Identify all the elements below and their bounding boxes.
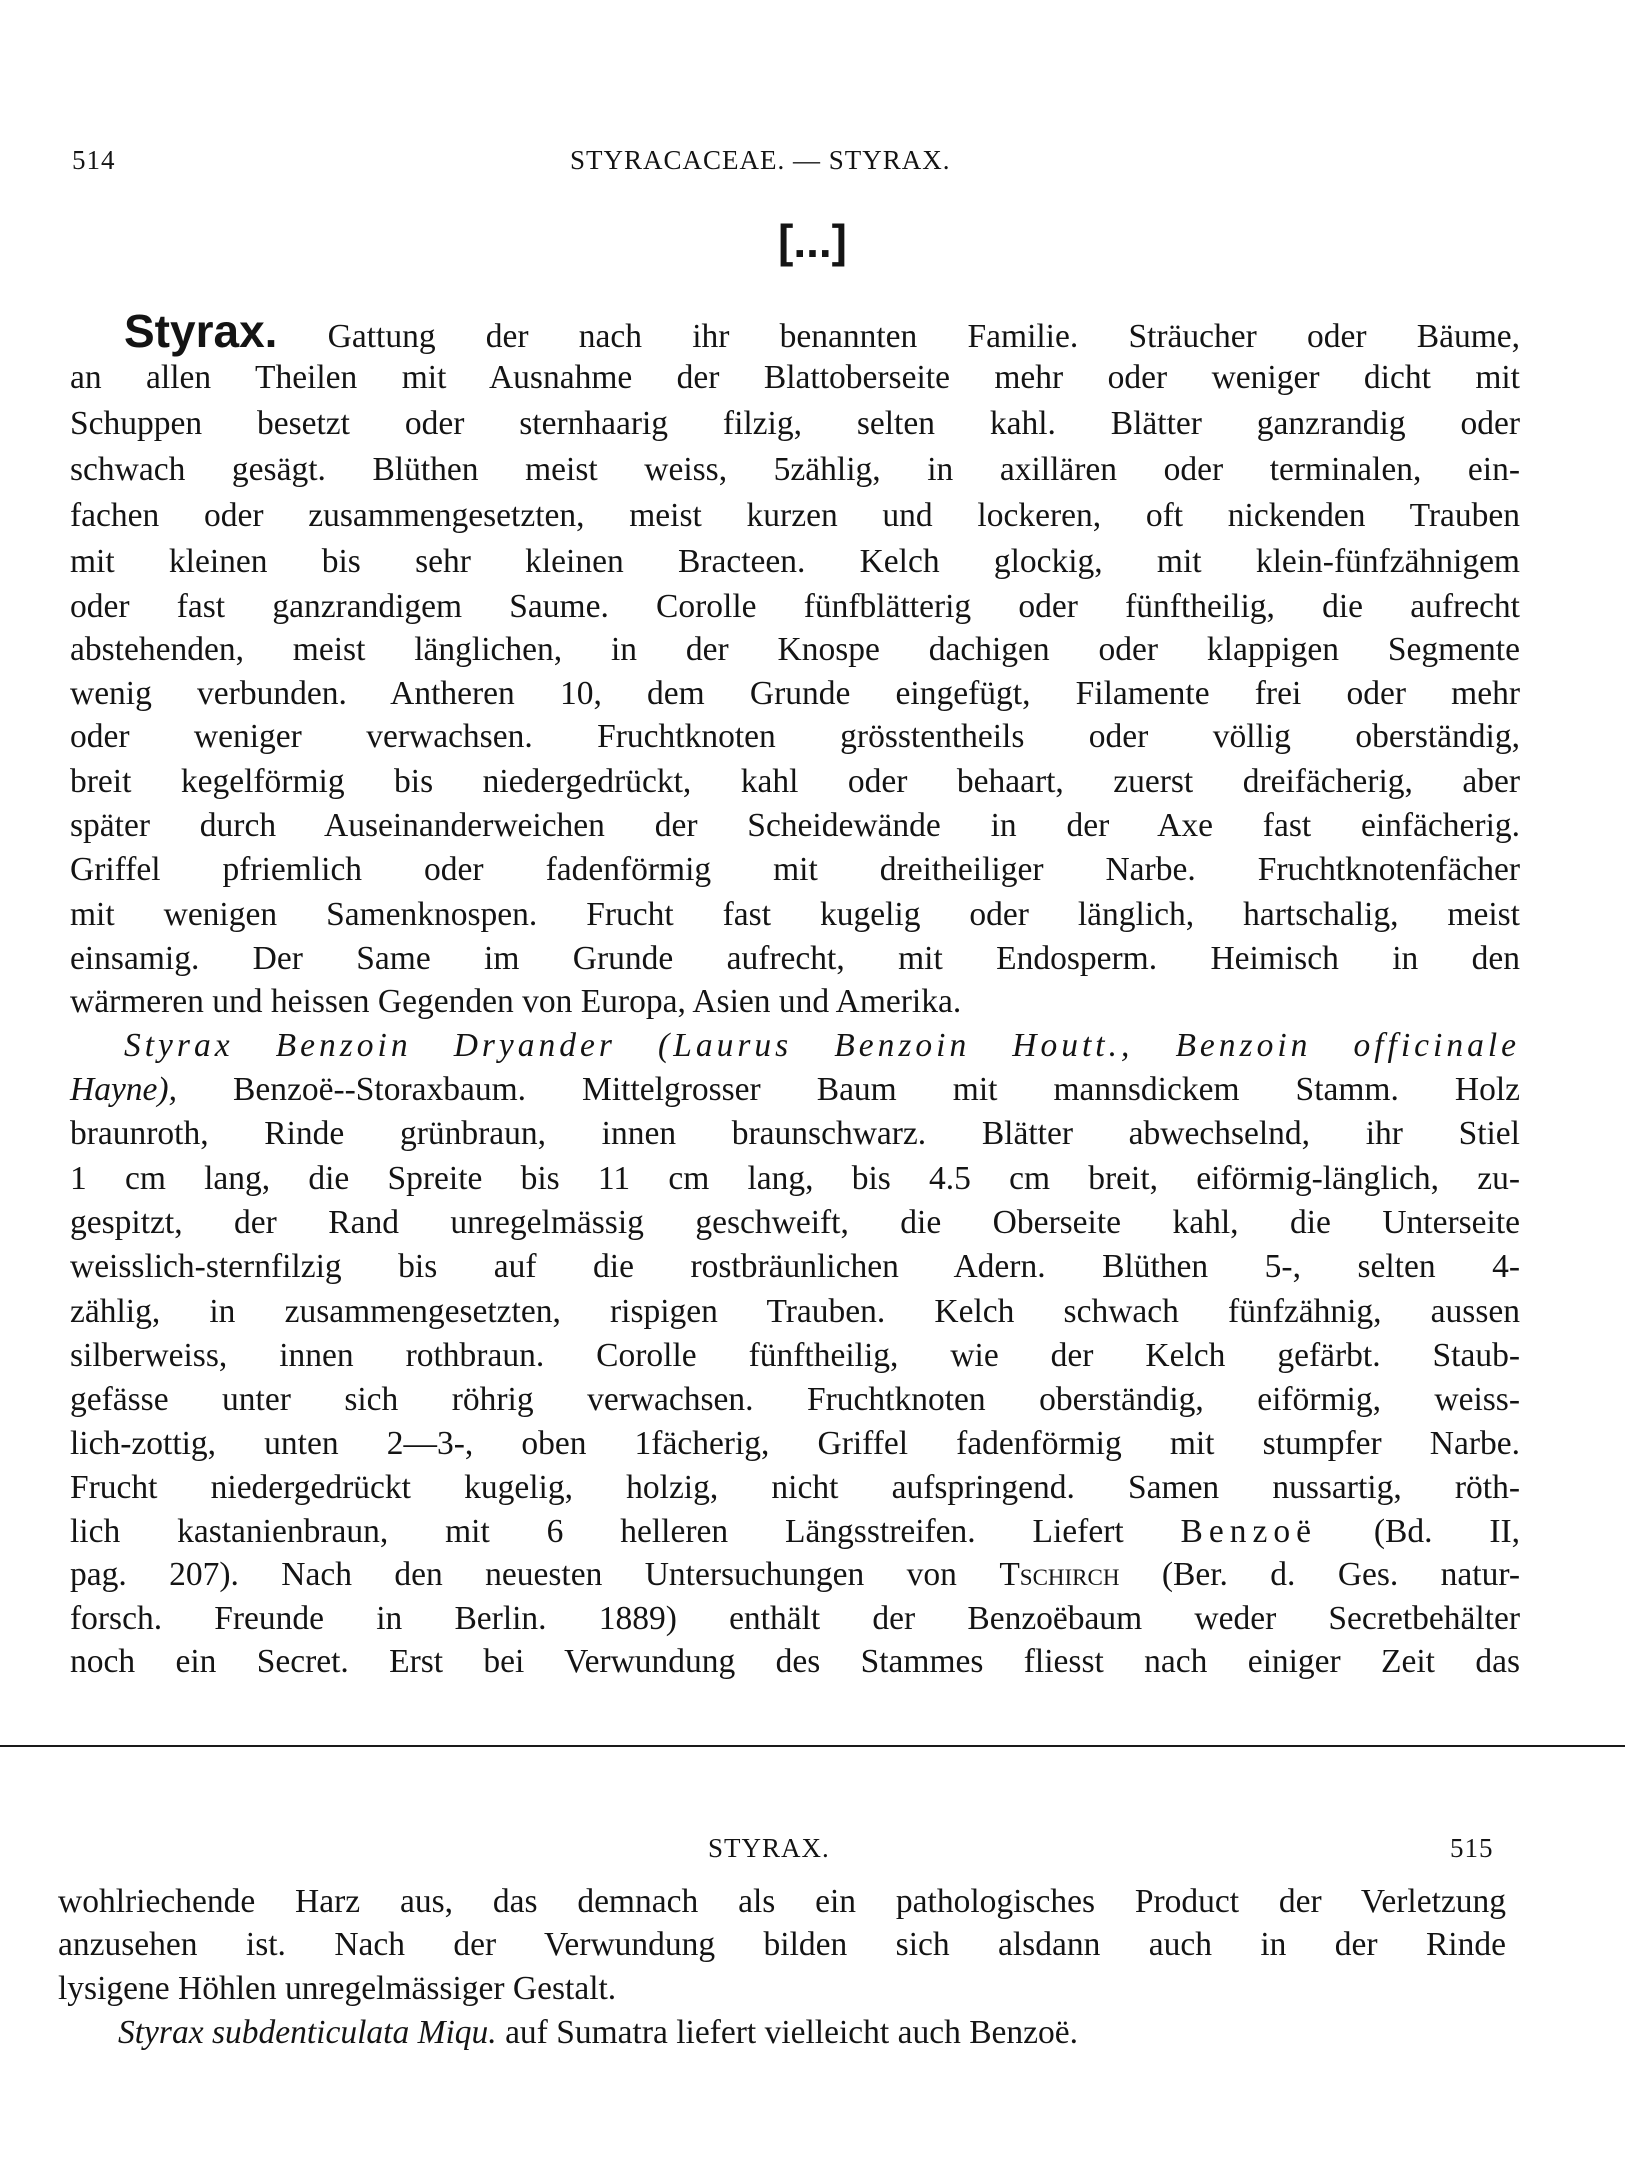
benzoin-line-2 bbox=[70, 1068, 1520, 1112]
genus-line-10: oder weniger verwachsen. Fruchtknoten grösstentheils oder völlig oberständig, bbox=[70, 718, 1520, 755]
cont-line-3: lysigene Höhlen unregelmässiger Gestalt. bbox=[58, 1970, 617, 2007]
genus-line-9: wenig verbunden. Antheren 10, dem Grunde eingefügt, Filamente frei oder mehr bbox=[70, 675, 1520, 712]
benzoin-line-13-text: pag. 207). Nach den neuesten Untersuchungen von bbox=[70, 1556, 957, 1593]
genus-line-16: wärmeren und heissen Gegenden von Europa, Asien und Amerika. bbox=[70, 983, 962, 1020]
genus-line-8: abstehenden, meist länglichen, in der Knospe dachigen oder klappigen Segmente bbox=[70, 631, 1520, 668]
subdenticulata-line bbox=[118, 2011, 1506, 2055]
benzoin-term: Benzoë bbox=[1180, 1513, 1317, 1550]
benzoin-line-14: forsch. Freunde in Berlin. 1889) enthält der Benzoëbaum weder Secretbehälter bbox=[70, 1600, 1520, 1637]
genus-line-12: später durch Auseinanderweichen der Scheidewände in der Axe fast einfächerig. bbox=[70, 807, 1520, 844]
running-head-515: STYRAX. bbox=[708, 1833, 830, 1863]
genus-line-4: schwach gesägt. Blüthen meist weiss, 5zählig, in axillären oder terminalen, ein- bbox=[70, 451, 1520, 488]
genus-line-2: an allen Theilen mit Ausnahme der Blattoberseite mehr oder weniger dicht mit bbox=[70, 359, 1520, 396]
journal-reference: (Ber. d. Ges. natur- bbox=[1161, 1556, 1520, 1593]
genus-line-11: breit kegelförmig bis niedergedrückt, kahl oder behaart, zuerst dreifächerig, aber bbox=[70, 763, 1520, 800]
benzoin-line-7: zählig, in zusammengesetzten, rispigen Trauben. Kelch schwach fünfzähnig, aussen bbox=[70, 1293, 1520, 1330]
benzoin-line-6: weisslich-sternfilzig bis auf die rostbräunlichen Adern. Blüthen 5-, selten 4- bbox=[70, 1248, 1520, 1285]
benzoin-line-9: gefässe unter sich röhrig verwachsen. Fruchtknoten oberständig, eiförmig, weiss- bbox=[70, 1381, 1520, 1418]
species-authority-cont: Hayne), bbox=[70, 1071, 177, 1108]
benzoin-line-4: 1 cm lang, die Spreite bis 11 cm lang, bis 4.5 cm breit, eiförmig-länglich, zu- bbox=[70, 1160, 1520, 1197]
genus-line-14: mit wenigen Samenknospen. Frucht fast kugelig oder länglich, hartschalig, meist bbox=[70, 896, 1520, 933]
species-name-subdenticulata: Styrax subdenticulata Miqu. bbox=[118, 2014, 497, 2051]
genus-name: Styrax. bbox=[124, 305, 278, 357]
author-tschirch: Tschirch bbox=[999, 1556, 1120, 1593]
benzoin-line-2-text: Benzoë--Storaxbaum. Mittelgrosser Baum mit mannsdickem Stamm. Holz bbox=[233, 1071, 1521, 1108]
benzoin-line-15: noch ein Secret. Erst bei Verwundung des Stammes fliesst nach einiger Zeit das bbox=[70, 1643, 1520, 1680]
volume-reference: (Bd. II, bbox=[1373, 1513, 1521, 1550]
cont-line-2: anzusehen ist. Nach der Verwundung bilden sich alsdann auch in der Rinde bbox=[58, 1926, 1506, 1963]
cont-line-1: wohlriechende Harz aus, das demnach als ein pathologisches Product der Verletzung bbox=[58, 1883, 1506, 1920]
page-divider bbox=[0, 1745, 1625, 1747]
benzoin-line-10: lich-zottig, unten 2—3-, oben 1fächerig, Griffel fadenförmig mit stumpfer Narbe. bbox=[70, 1425, 1520, 1462]
species-name-benzoin: Styrax Benzoin Dryander (Laurus Benzoin Houtt., Benzoin officinale bbox=[124, 1027, 1520, 1064]
benzoin-line-1 bbox=[124, 1024, 1520, 1068]
benzoin-line-12-text: lich kastanienbraun, mit 6 helleren Längsstreifen. Liefert bbox=[70, 1513, 1124, 1550]
genus-line-text: Gattung der nach ihr benannten Familie. Sträucher oder Bäume, bbox=[327, 318, 1521, 355]
benzoin-line-11: Frucht niedergedrückt kugelig, holzig, nicht aufspringend. Samen nussartig, röth- bbox=[70, 1469, 1520, 1506]
page-number: 514 bbox=[72, 145, 116, 175]
genus-line-7: oder fast ganzrandigem Saume. Corolle fünfblätterig oder fünftheilig, die aufrecht bbox=[70, 588, 1520, 625]
genus-line-5: fachen oder zusammengesetzten, meist kurzen und lockeren, oft nickenden Trauben bbox=[70, 497, 1520, 534]
genus-line-13: Griffel pfriemlich oder fadenförmig mit dreitheiliger Narbe. Fruchtknotenfächer bbox=[70, 851, 1520, 888]
omission-mark: [...] bbox=[778, 215, 847, 267]
genus-line-3: Schuppen besetzt oder sternhaarig filzig, selten kahl. Blätter ganzrandig oder bbox=[70, 405, 1520, 442]
page-number-515: 515 bbox=[1450, 1833, 1494, 1863]
genus-line-1 bbox=[124, 305, 1521, 359]
benzoin-line-3: braunroth, Rinde grünbraun, innen braunschwarz. Blätter abwechselnd, ihr Stiel bbox=[70, 1115, 1520, 1152]
benzoin-line-12 bbox=[70, 1510, 1520, 1554]
subdenticulata-text: auf Sumatra liefert vielleicht auch Benzoë. bbox=[505, 2014, 1079, 2051]
running-head: STYRACACEAE. — STYRAX. bbox=[570, 145, 951, 175]
benzoin-line-8: silberweiss, innen rothbraun. Corolle fünftheilig, wie der Kelch gefärbt. Staub- bbox=[70, 1337, 1520, 1374]
benzoin-line-5: gespitzt, der Rand unregelmässig geschweift, die Oberseite kahl, die Unterseite bbox=[70, 1204, 1520, 1241]
genus-line-6: mit kleinen bis sehr kleinen Bracteen. Kelch glockig, mit klein-fünfzähnigem bbox=[70, 543, 1520, 580]
genus-line-15: einsamig. Der Same im Grunde aufrecht, mit Endosperm. Heimisch in den bbox=[70, 940, 1520, 977]
benzoin-line-13 bbox=[70, 1553, 1520, 1597]
